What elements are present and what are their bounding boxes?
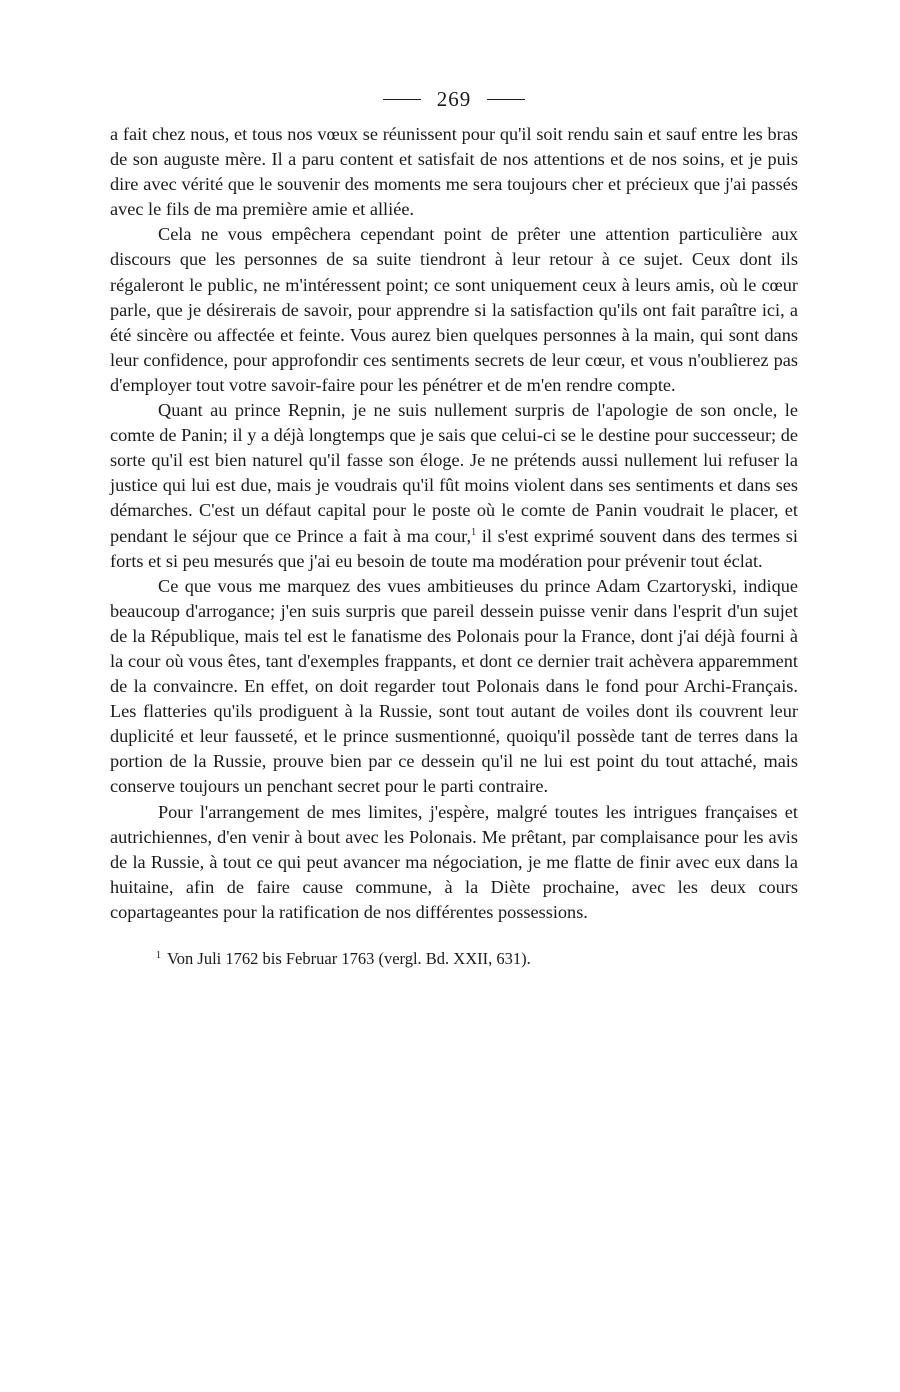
footnote-mark: 1 bbox=[156, 950, 161, 961]
header-rule-right bbox=[487, 99, 525, 100]
paragraph-3-text-after: il s'est exprimé souvent dans des termes si forts et si peu mesurés que j'ai eu besoin de toute ma modération pour prévenir tout éclat. bbox=[110, 525, 798, 571]
paragraph-3 bbox=[110, 398, 798, 574]
paragraph-1: a fait chez nous, et tous nos vœux se réunissent pour qu'il soit rendu sain et sauf entre les bras de son auguste mère. Il a paru content et satisfait de nos attentions et de nos soins, et je puis dire avec vérité que le souvenir des moments me sera toujours cher et précieux que j'ai passés avec le fils de ma première amie et alliée. bbox=[110, 124, 798, 220]
footnote bbox=[110, 945, 798, 970]
paragraph-5: Pour l'arrangement de mes limites, j'espère, malgré toutes les intrigues françaises et autrichiennes, d'en venir à bout avec les Polonais. Me prêtant, par complaisance pour les avis de la Russie, à tout ce qui peut avancer ma négociation, je me flatte de finir avec eux dans la huitaine, afin de faire cause commune, à la Diète prochaine, avec les deux cours copartageantes pour la ratification de nos différentes possessions. bbox=[110, 801, 798, 922]
header-rule-left bbox=[383, 99, 421, 100]
page-number: 269 bbox=[436, 86, 472, 111]
paragraph-4: Ce que vous me marquez des vues ambitieuses du prince Adam Czartoryski, indique beaucoup d'arrogance; j'en suis surpris que pareil dessein puisse venir dans l'esprit d'un sujet de la République, mais tel est le fanatisme des Polonais pour la France, dont j'ai déjà fourni à la cour où vous êtes, tant d'exemples frappants, et dont ce dernier trait achèvera apparemment de la convaincre. En effet, on doit regarder tout Polonais dans le fond pour Archi-Français. Les flatteries qu'ils prodiguent à la Russie, sont tout autant de voiles dont ils couvrent leur duplicité et leur fausseté, et le prince susmentionné, quoiqu'il possède tant de terres dans la portion de la Russie, prouve bien par ce dessein qu'il ne lui est point du tout attaché, mais conserve toujours un penchant secret pour le parti contraire. bbox=[110, 575, 798, 797]
footnote-reference[interactable]: 1 bbox=[471, 526, 477, 538]
page-header bbox=[110, 80, 798, 118]
paragraph-2: Cela ne vous empêchera cependant point de prêter une attention particulière aux discours que les personnes de sa suite tiendront à leur retour à ce sujet. Ceux dont ils régaleront le public, ne m'intéressent point; ce sont uniquement ceux à leurs amis, où le cœur parle, que je désirerais de savoir, pour apprendre si la satisfaction qu'ils ont fait paraître ici, a été sincère ou affectée et feinte. Vous aurez bien quelques personnes à la main, qui sont dans leur confidence, pour approfondir ces sentiments secrets de leur cœur, et vous n'oublierez pas d'employer tout votre savoir-faire pour les pénétrer et de m'en rendre compte. bbox=[110, 224, 798, 395]
document-page bbox=[110, 80, 798, 970]
footnote-text: Von Juli 1762 bis Februar 1763 (vergl. Bd. XXII, 631). bbox=[167, 949, 531, 968]
paragraph-3-text-before: Quant au prince Repnin, je ne suis nullement surpris de l'apologie de son oncle, le comte de Panin; il y a déjà longtemps que je sais que celui-ci se le destine pour successeur; de sorte qu'il est bien naturel qu'il fasse son éloge. Je ne prétends aussi nullement lui refuser la justice qui lui est due, mais je voudrais qu'il fût moins violent dans ses sentiments et dans ses démarches. C'est un défaut capital pour le poste où le comte de Panin voudrait le placer, et pendant le séjour que ce Prince a fait à ma cour, bbox=[110, 400, 798, 546]
